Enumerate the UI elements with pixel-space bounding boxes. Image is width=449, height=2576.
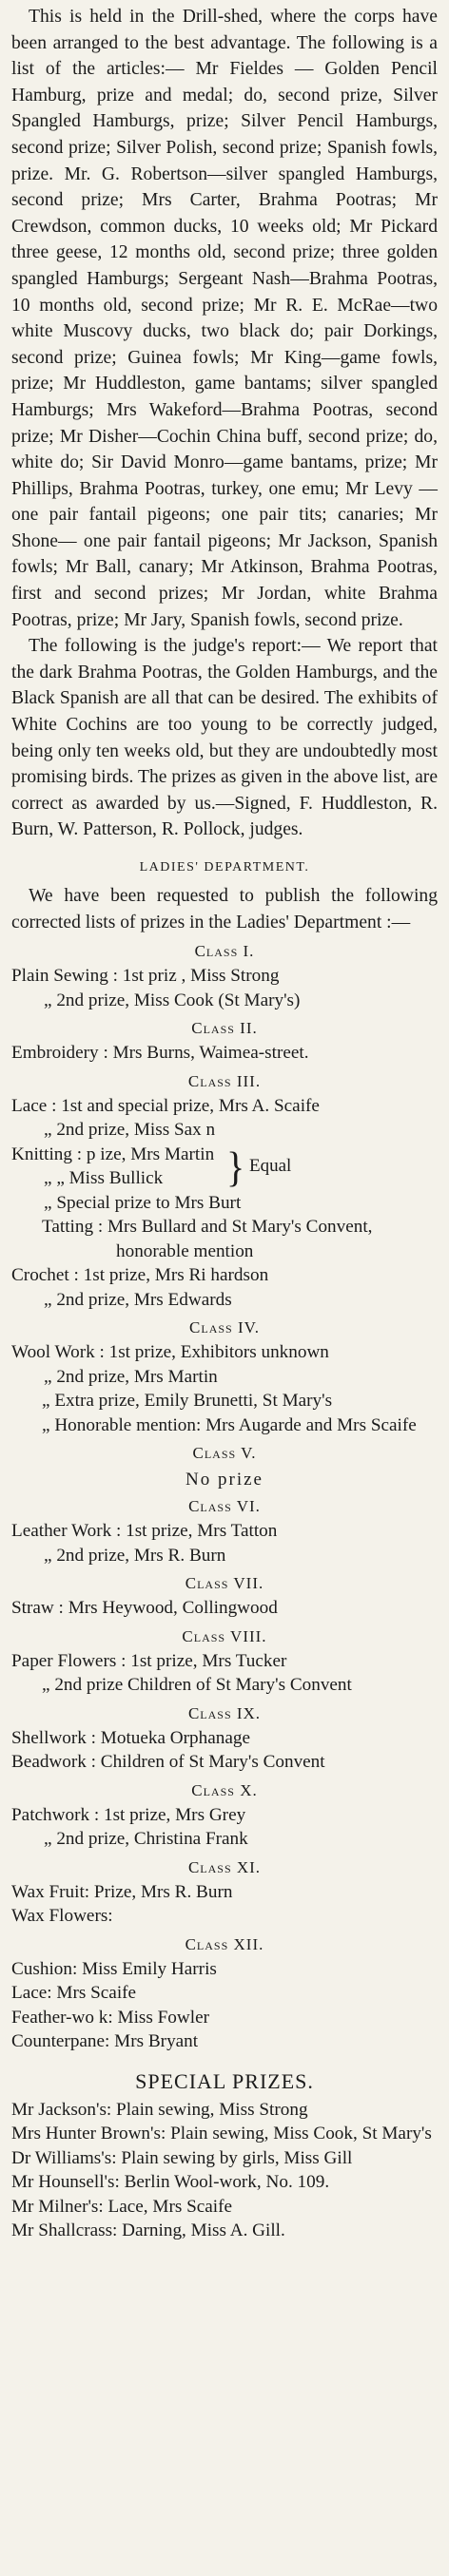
prize-entry: Cushion: Miss Emily Harris <box>11 1958 217 1979</box>
class-heading: Class XI. <box>187 1857 262 1876</box>
prize-entry: „ 2nd prize, Mrs Martin <box>44 1366 218 1387</box>
prize-entry: Beadwork : Children of St Mary's Convent <box>11 1752 325 1773</box>
prize-entry: Leather Work : 1st prize, Mrs Tatton <box>11 1521 278 1542</box>
class-heading: Class III. <box>187 1071 262 1090</box>
prize-entry: Feather-wo k: Miss Fowler <box>11 2007 209 2028</box>
prize-classes-list <box>11 942 438 2054</box>
prize-entry: Embroidery : Mrs Burns, Waimea-street. <box>11 1043 309 1064</box>
class-heading: Class VIII. <box>182 1626 267 1645</box>
prize-entry: Lace: Mrs Scaife <box>11 1983 137 2004</box>
ladies-department-heading: LADIES' DEPARTMENT. <box>139 860 310 875</box>
prize-entry: „ „ Miss Bullick <box>44 1168 164 1189</box>
special-prizes-heading: SPECIAL PRIZES. <box>135 2068 314 2093</box>
prize-entry: „ 2nd prize, Mrs R. Burn <box>44 1545 226 1566</box>
class-heading: Class II. <box>191 1019 258 1038</box>
prize-entry: Knitting : p ize, Mrs Martin <box>11 1144 215 1164</box>
class-heading: Class V. <box>192 1444 257 1463</box>
poultry-exhibits-paragraph: This is held in the Drill-shed, where the corps have been arranged to the best advantage. The following is a list of the articles:— Mr Fieldes — Golden Pencil Hamburg, prize and medal; do, second prize, Silver Spangled Hamburgs, prize; Silver Pencil Hamburgs, second prize; Silver Polish, second prize; Spanish fowls, prize. Mr. G. Robertson—silver spangled Hamburgs, second prize; Mrs Carter, Brahma Pootras; Mr Crewdson, common ducks, 10 weeks old; Mr Pickard three geese, 12 months old, second prize; three golden spangled Hamburgs; Sergeant Nash—Brahma Pootras, 10 months old, second prize; Mr R. E. McRae—two white Muscovy ducks, two black do; pair Dorkings, second prize; Guinea fowls; Mr King—game fowls, prize; Mr Huddleston, game bantams; silver spangled Hamburgs; Mrs Wakeford—Brahma Pootras, second prize; Mr Disher—Cochin China buff, second prize; do, white do; Sir David Monro—game bantams, prize; Mr Phillips, Brahma Pootras, turkey, one emu; Mr Levy — one pair fantail pigeons; one pair tits; canaries; Mr Shone— one pair fantail pigeons; Mr Jackson, Spanish fowls; Mr Ball, canary; Mr Atkinson, Brahma Pootras, first and second prizes; Mr Jordan, white Brahma Pootras, prize; Mr Jary, Spanish fowls, second prize. <box>11 7 438 630</box>
class-heading: Class IV. <box>189 1318 260 1337</box>
prize-entry: Paper Flowers : 1st prize, Mrs Tucker <box>11 1650 287 1671</box>
prize-entry: „ 2nd prize, Miss Cook (St Mary's) <box>44 990 301 1010</box>
prize-entry: „ Extra prize, Emily Brunetti, St Mary's <box>42 1391 333 1412</box>
prize-entry: Straw : Mrs Heywood, Collingwood <box>11 1598 278 1619</box>
prize-entry: Patchwork : 1st prize, Mrs Grey <box>11 1804 246 1825</box>
prize-entry: Wax Flowers: <box>11 1906 113 1927</box>
class-heading: Class VII. <box>185 1574 264 1593</box>
prize-entry: „ 2nd prize, Mrs Edwards <box>44 1289 232 1310</box>
special-prize-entry: Dr Williams's: Plain sewing by girls, Miss Gill <box>11 2147 353 2168</box>
prize-entry: „ 2nd prize, Miss Sax n <box>44 1120 216 1141</box>
special-prize-entry: Mr Shallcrass: Darning, Miss A. Gill. <box>11 2220 285 2241</box>
prize-entry: Plain Sewing : 1st priz , Miss Strong <box>11 966 280 987</box>
class-heading: Class XII. <box>185 1934 264 1953</box>
special-prize-entry: Mr Hounsell's: Berlin Wool-work, No. 109. <box>11 2172 330 2193</box>
prize-entry: Shellwork : Motueka Orphanage <box>11 1727 250 1748</box>
class-heading: Class VI. <box>188 1497 261 1516</box>
prize-entry: „ Honorable mention: Mrs Augarde and Mrs Scaife <box>42 1414 417 1435</box>
prize-entry: Tatting : Mrs Bullard and St Mary's Convent, honorable mention <box>42 1217 373 1261</box>
prize-entry: „ Special prize to Mrs Burt <box>44 1192 242 1213</box>
prize-entry: Lace : 1st and special prize, Mrs A. Scaife <box>11 1095 320 1116</box>
prize-entry: „ 2nd prize Children of St Mary's Convent <box>42 1675 352 1696</box>
class-heading: Class X. <box>191 1780 258 1799</box>
prize-entry: Wool Work : 1st prize, Exhibitors unknown <box>11 1342 329 1363</box>
class-heading: Class I. <box>194 942 255 961</box>
class-heading: Class IX. <box>187 1703 262 1722</box>
judges-report-paragraph: The following is the judge's report:— We report that the dark Brahma Pootras, the Golden Hamburgs, and the Black Spanish are all that can be desired. The exhibits of White Cochins are too young to be correctly judged, being only ten weeks old, but they are undoubtedly most promising birds. The prizes as given in the above list, are correct as awarded by us.—Signed, F. Huddleston, R. Burn, W. Patterson, R. Pollock, judges. <box>11 636 439 840</box>
prize-entry: „ 2nd prize, Christina Frank <box>44 1829 248 1850</box>
brace-glyph: } <box>226 1143 245 1190</box>
special-prize-entry: Mr Jackson's: Plain sewing, Miss Strong <box>11 2099 308 2120</box>
special-prize-entry: Mr Milner's: Lace, Mrs Scaife <box>11 2196 233 2217</box>
special-prizes-list <box>11 2098 438 2243</box>
prize-entry: No prize <box>185 1470 264 1490</box>
prize-entry: Crochet : 1st prize, Mrs Ri hardson <box>11 1265 269 1286</box>
equal-label: Equal <box>249 1155 292 1176</box>
special-prize-entry: Mrs Hunter Brown's: Plain sewing, Miss Cook, St Mary's <box>11 2124 432 2144</box>
prize-entry: Wax Fruit: Prize, Mrs R. Burn <box>11 1881 233 1902</box>
ladies-intro: We have been requested to publish the following corrected lists of prizes in the Ladies' Department :— <box>11 886 438 932</box>
prize-entry: Counterpane: Mrs Bryant <box>11 2031 199 2052</box>
